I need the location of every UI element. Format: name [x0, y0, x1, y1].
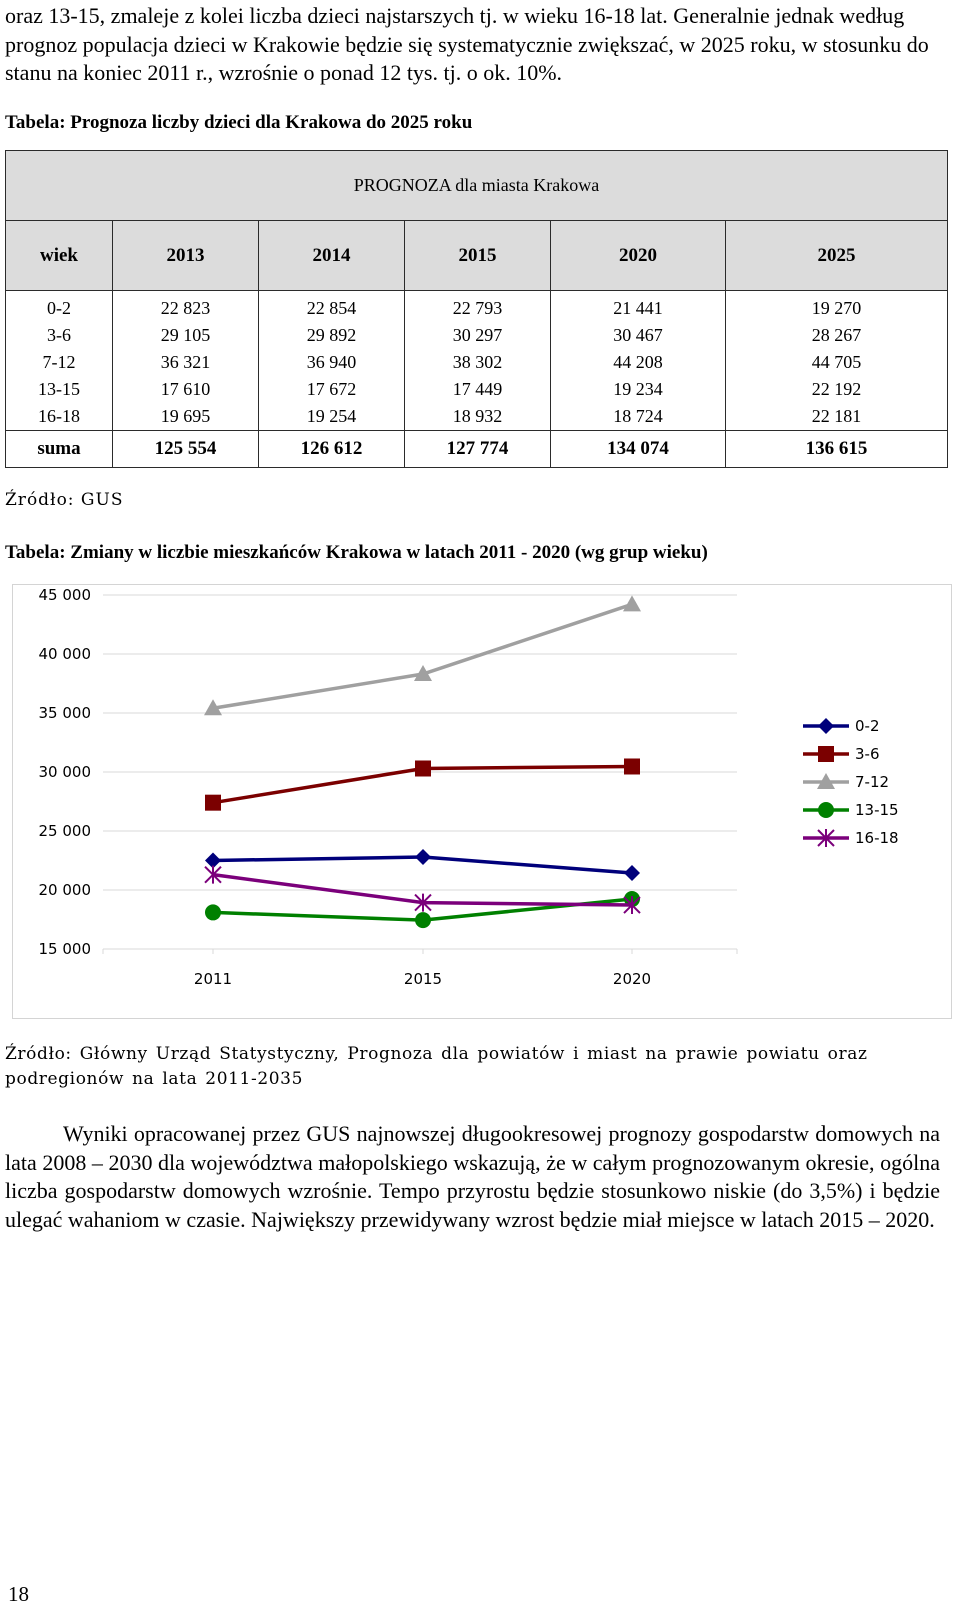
table-cell: 44 208	[551, 349, 726, 376]
table-cell: 3-6	[6, 322, 113, 349]
data-point	[415, 760, 431, 776]
table-cell: 0-2	[6, 291, 113, 323]
table-cell: 21 441	[551, 291, 726, 323]
table-source: Źródło: GUS	[5, 490, 124, 510]
chart-caption: Tabela: Zmiany w liczbie mieszkańców Krakowa w latach 2011 - 2020 (wg grup wieku)	[5, 542, 708, 563]
table-row	[6, 349, 948, 376]
table-row	[6, 291, 948, 323]
data-point	[415, 849, 431, 865]
table-cell: 18 932	[405, 403, 551, 431]
column-header: 2015	[405, 221, 551, 291]
table-cell: 13-15	[6, 376, 113, 403]
x-tick-label: 2011	[193, 970, 233, 988]
y-tick-label: 25 000	[38, 822, 91, 840]
y-tick-label: 30 000	[38, 763, 91, 781]
table-cell: 22 192	[726, 376, 948, 403]
y-tick-label: 15 000	[38, 940, 91, 958]
column-header: 2025	[726, 221, 948, 291]
intro-paragraph: oraz 13-15, zmaleje z kolei liczba dzieci najstarszych tj. w wieku 16-18 lat. Generalnie jednak według prognoz populacja dzieci w Krakowie będzie się systematycznie zwiększać, w 2025 roku, w stosunku do stanu na koniec 2011 r., wzrośnie o ponad 12 tys. tj. o ok. 10%.	[5, 3, 929, 85]
sum-row	[6, 431, 948, 468]
legend-marker	[818, 746, 834, 762]
chart-source: Źródło: Główny Urząd Statystyczny, Prognoza dla powiatów i miast na prawie powiatu oraz podregionów na lata 2011-2035	[5, 1044, 868, 1089]
data-point	[415, 912, 431, 928]
column-header: 2014	[259, 221, 405, 291]
y-tick-label: 35 000	[38, 704, 91, 722]
table-cell: 36 940	[259, 349, 405, 376]
legend-marker	[818, 802, 834, 818]
table-cell: 36 321	[113, 349, 259, 376]
table-cell: 29 892	[259, 322, 405, 349]
table-cell: 126 612	[259, 431, 405, 468]
table-cell: 30 467	[551, 322, 726, 349]
table-row	[6, 403, 948, 431]
table-row	[6, 376, 948, 403]
table-cell: suma	[6, 431, 113, 468]
data-point	[624, 865, 640, 881]
table-cell: 19 270	[726, 291, 948, 323]
legend-label: 16-18	[855, 829, 899, 847]
legend-label: 13-15	[855, 801, 899, 819]
forecast-table	[5, 150, 948, 468]
table-cell: 7-12	[6, 349, 113, 376]
data-point	[624, 758, 640, 774]
table-cell: 19 234	[551, 376, 726, 403]
table-cell: 38 302	[405, 349, 551, 376]
table-cell: 22 793	[405, 291, 551, 323]
table-cell: 17 610	[113, 376, 259, 403]
closing-paragraph: Wyniki opracowanej przez GUS najnowszej długookresowej prognozy gospodarstw domowych na lata 2008 – 2030 dla województwa małopolskiego wskazują, że w całym prognozowanym okresie, ogólna liczba gospodarstw domowych wzrośnie. Tempo przyrostu będzie stosunkowo niskie (do 3,5%) i będzie ulegać wahaniom w czasie. Największy przewidywany wzrost będzie miał miejsce w latach 2015 – 2020.	[5, 1121, 940, 1232]
table-cell: 18 724	[551, 403, 726, 431]
table-cell: 125 554	[113, 431, 259, 468]
table-cell: 22 823	[113, 291, 259, 323]
data-point	[205, 795, 221, 811]
table-cell: 136 615	[726, 431, 948, 468]
legend-label: 3-6	[855, 745, 880, 763]
table-cell: 30 297	[405, 322, 551, 349]
table-cell: 19 254	[259, 403, 405, 431]
table-header: PROGNOZA dla miasta Krakowa	[6, 151, 948, 221]
column-header: 2020	[551, 221, 726, 291]
table-row	[6, 322, 948, 349]
x-tick-label: 2015	[403, 970, 443, 988]
table-caption: Tabela: Prognoza liczby dzieci dla Krakowa do 2025 roku	[5, 112, 473, 133]
table-cell: 29 105	[113, 322, 259, 349]
legend-label: 7-12	[855, 773, 890, 791]
chart-svg	[13, 585, 951, 1018]
table-cell: 19 695	[113, 403, 259, 431]
data-point	[623, 595, 641, 611]
data-point	[205, 904, 221, 920]
y-tick-label: 40 000	[38, 645, 91, 663]
table-cell: 127 774	[405, 431, 551, 468]
y-tick-label: 20 000	[38, 881, 91, 899]
series-line	[213, 604, 632, 708]
table-cell: 16-18	[6, 403, 113, 431]
column-header: wiek	[6, 221, 113, 291]
legend-marker	[818, 718, 834, 734]
line-chart	[12, 584, 952, 1019]
table-cell: 134 074	[551, 431, 726, 468]
table-cell: 28 267	[726, 322, 948, 349]
legend-label: 0-2	[855, 717, 880, 735]
table-cell: 17 672	[259, 376, 405, 403]
column-header: 2013	[113, 221, 259, 291]
table-cell: 44 705	[726, 349, 948, 376]
table-cell: 22 854	[259, 291, 405, 323]
table-cell: 22 181	[726, 403, 948, 431]
table-cell: 17 449	[405, 376, 551, 403]
x-tick-label: 2020	[612, 970, 652, 988]
y-tick-label: 45 000	[38, 586, 91, 604]
page-number: 18	[8, 1582, 29, 1606]
